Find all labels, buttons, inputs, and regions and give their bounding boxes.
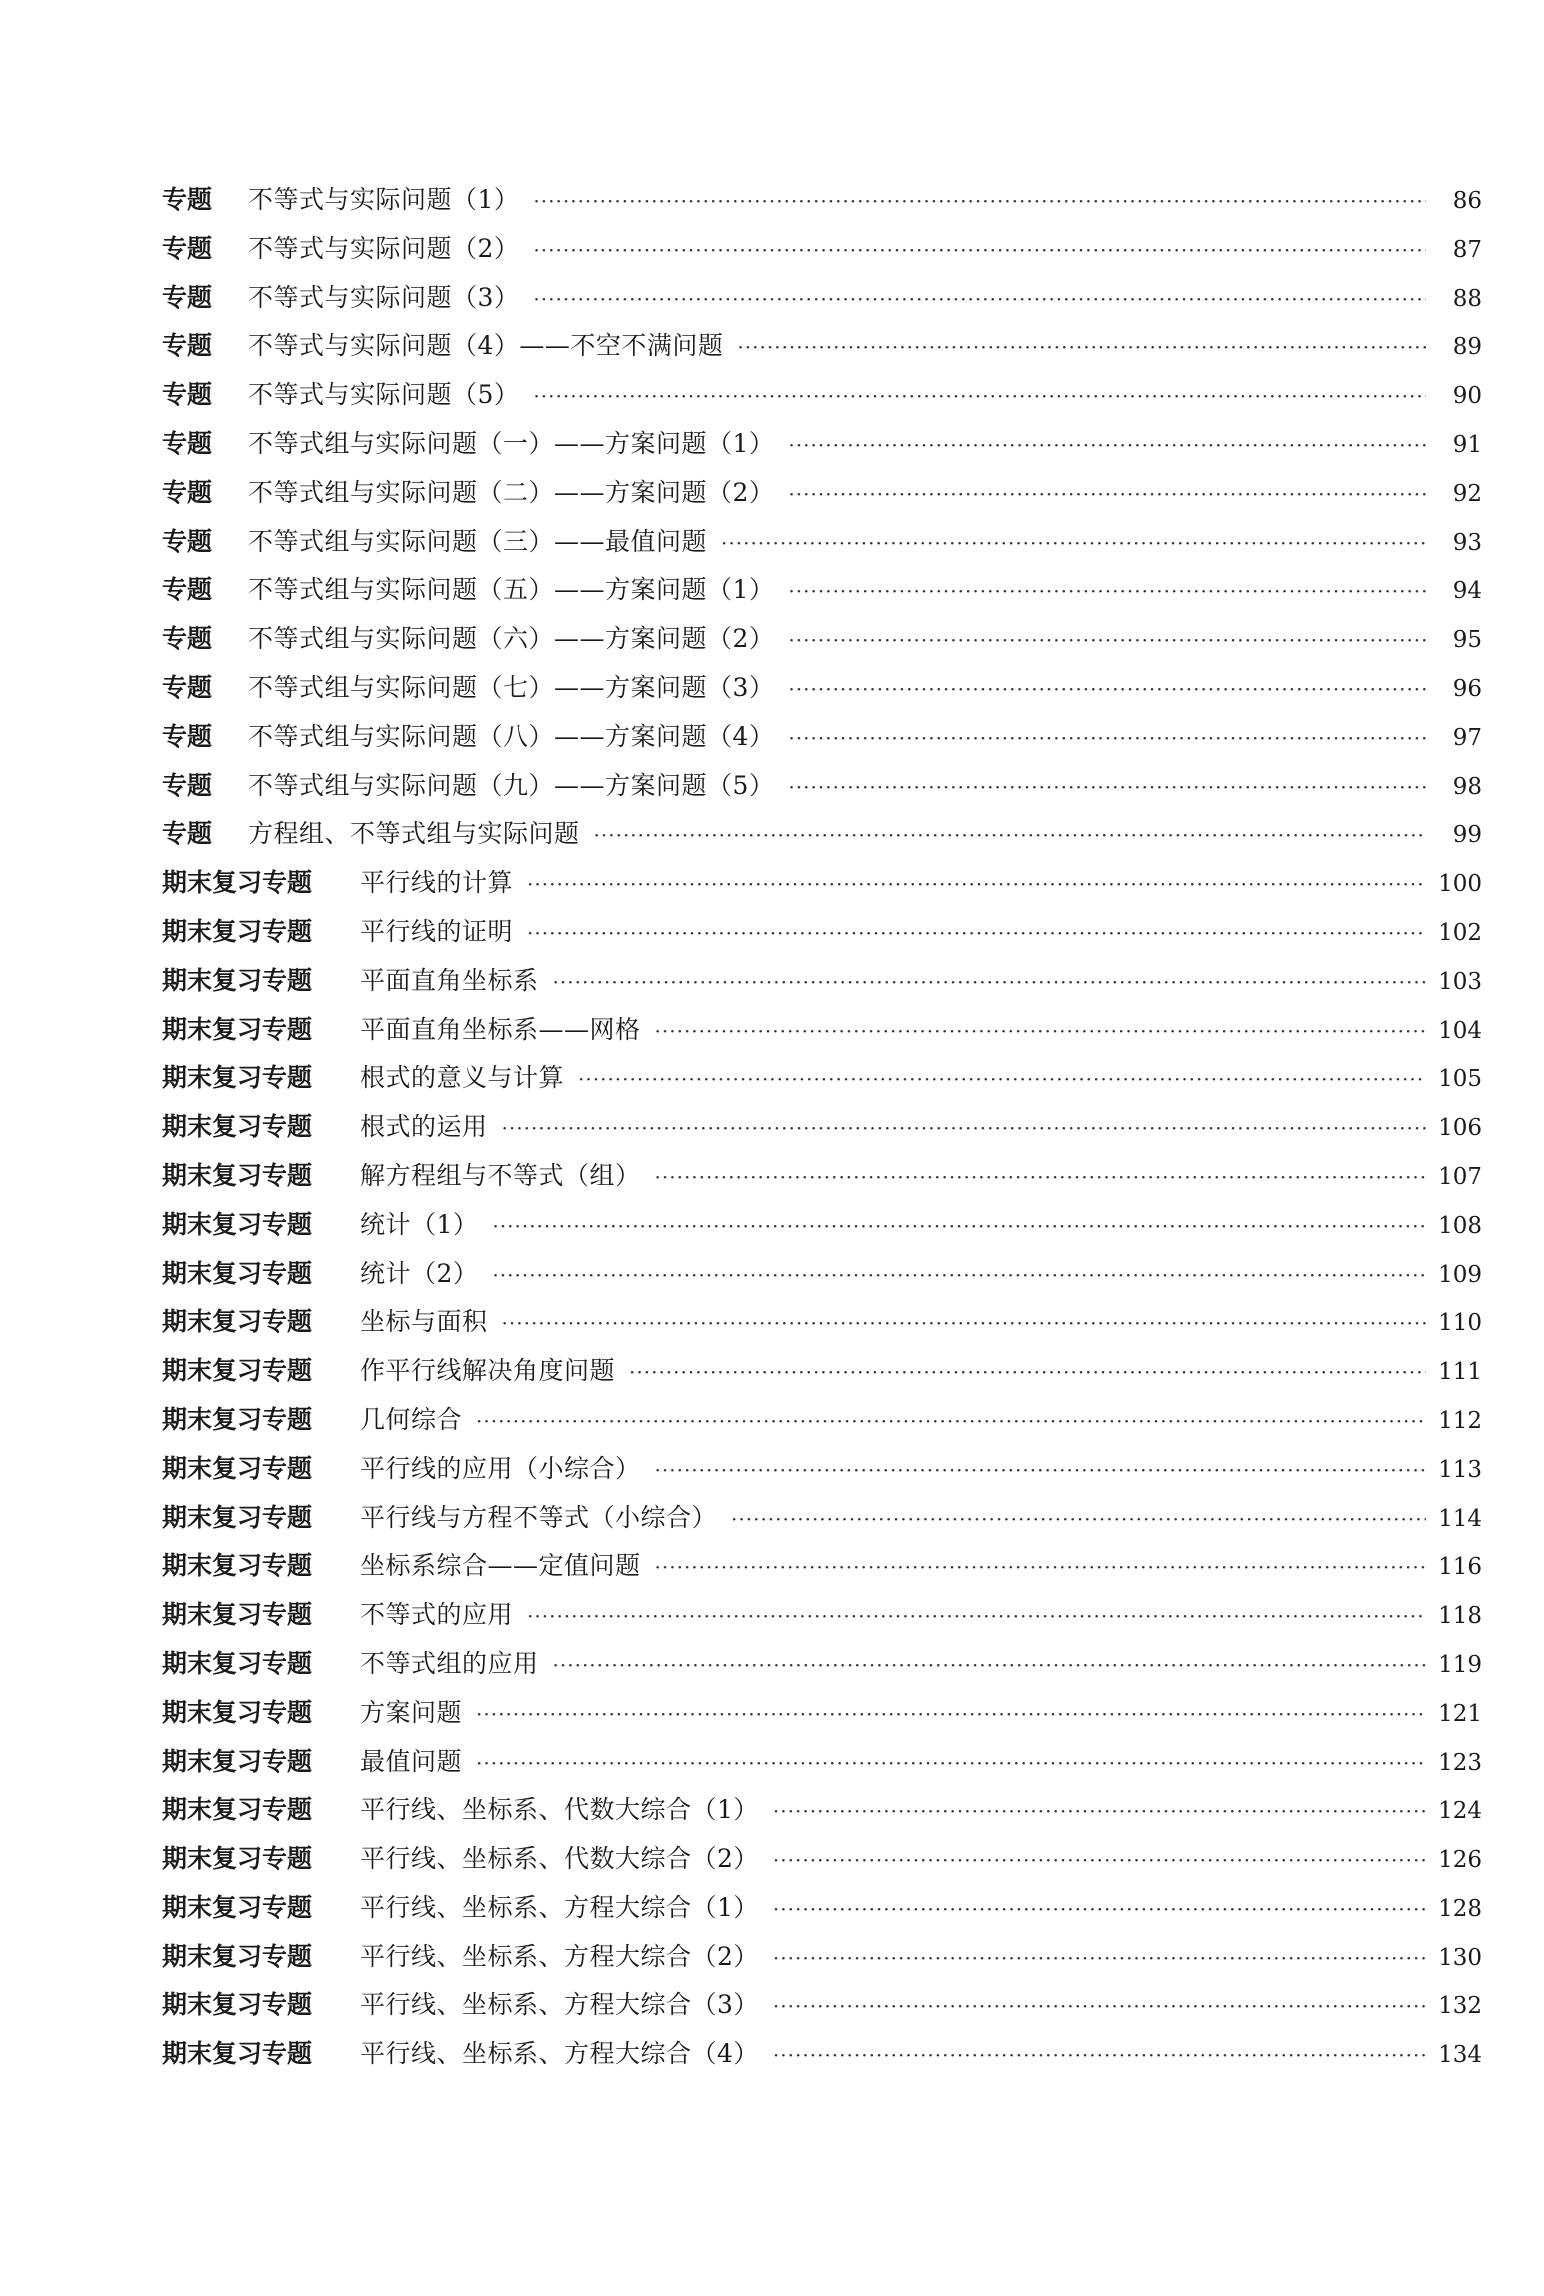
toc-page-number: 104 (1438, 1017, 1482, 1044)
toc-category: 期末复习专题 (162, 1404, 313, 1434)
toc-entry[interactable] (162, 1640, 1482, 1689)
toc-page-number: 87 (1452, 236, 1482, 263)
toc-entry[interactable] (162, 225, 1482, 274)
toc-title: 平面直角坐标系 (360, 965, 539, 995)
toc-category: 期末复习专题 (162, 868, 313, 898)
toc-title: 不等式的应用 (360, 1600, 514, 1630)
toc-title: 平行线、坐标系、方程大综合（2） (360, 1941, 759, 1971)
toc-page-number: 112 (1438, 1407, 1482, 1434)
toc-page-number: 119 (1438, 1651, 1482, 1678)
toc-category: 专题 (162, 185, 213, 214)
toc-category: 期末复习专题 (162, 2039, 313, 2069)
toc-entry[interactable] (162, 1347, 1482, 1396)
toc-title: 方程组、不等式组与实际问题 (248, 819, 580, 849)
toc-entry[interactable] (162, 1054, 1482, 1103)
toc-title: 坐标系综合——定值问题 (360, 1551, 641, 1581)
toc-page-number: 124 (1438, 1798, 1482, 1825)
toc-entry[interactable] (162, 1542, 1482, 1591)
toc-category: 期末复习专题 (162, 1014, 313, 1044)
toc-title: 解方程组与不等式（组） (360, 1160, 641, 1190)
toc-title: 平面直角坐标系——网格 (360, 1014, 641, 1044)
toc-entry[interactable] (162, 371, 1482, 420)
dot-leader (773, 1982, 1426, 2031)
toc-page-number: 130 (1438, 1944, 1482, 1971)
dot-leader (788, 665, 1426, 714)
dot-leader (492, 1202, 1426, 1251)
toc-entry[interactable] (162, 1250, 1482, 1299)
dot-leader (788, 421, 1426, 470)
toc-page-number: 95 (1452, 627, 1482, 654)
toc-category: 专题 (162, 233, 213, 263)
toc-entry[interactable] (162, 1298, 1482, 1347)
toc-category: 专题 (162, 526, 213, 556)
toc-entry[interactable] (162, 1152, 1482, 1201)
toc-category: 专题 (162, 624, 213, 654)
toc-entry[interactable] (162, 2030, 1482, 2079)
dot-leader (527, 1592, 1426, 1641)
toc-page-number: 99 (1452, 822, 1482, 849)
toc-page-number: 109 (1438, 1261, 1482, 1288)
toc-title: 平行线、坐标系、代数大综合（1） (360, 1795, 759, 1825)
toc-entry[interactable] (162, 1884, 1482, 1933)
dot-leader (773, 1787, 1426, 1836)
dot-leader (655, 1153, 1426, 1202)
toc-category: 专题 (162, 672, 213, 702)
toc-category: 期末复习专题 (162, 916, 313, 946)
toc-entry[interactable] (162, 1445, 1482, 1494)
dot-leader (492, 1251, 1426, 1300)
toc-entry[interactable] (162, 1103, 1482, 1152)
toc-page-number: 96 (1452, 675, 1482, 702)
toc-page-number: 90 (1452, 383, 1482, 410)
toc-entry[interactable] (162, 322, 1482, 371)
toc-page-number: 92 (1452, 480, 1482, 507)
toc-title: 平行线的证明 (360, 916, 514, 946)
dot-leader (788, 567, 1426, 616)
dot-leader (553, 1641, 1426, 1690)
toc-category: 期末复习专题 (162, 1892, 313, 1922)
toc-page-number: 134 (1438, 2042, 1482, 2069)
toc-page-number: 102 (1438, 919, 1482, 946)
toc-title: 不等式与实际问题（2） (248, 233, 520, 263)
toc-title: 不等式与实际问题（1） (248, 185, 520, 214)
toc-category: 期末复习专题 (162, 1063, 313, 1093)
toc-category: 期末复习专题 (162, 1600, 313, 1630)
dot-leader (629, 1348, 1426, 1397)
toc-title: 不等式与实际问题（3） (248, 282, 520, 312)
dot-leader (788, 616, 1426, 665)
toc-entry[interactable] (162, 1981, 1482, 2030)
toc-title: 坐标与面积 (360, 1307, 488, 1337)
toc-title: 平行线、坐标系、方程大综合（3） (360, 1990, 759, 2020)
dot-leader (533, 372, 1426, 421)
toc-category: 期末复习专题 (162, 1502, 313, 1532)
toc-entry[interactable] (162, 1201, 1482, 1250)
toc-title: 根式的运用 (360, 1112, 488, 1142)
toc-entry[interactable] (162, 1933, 1482, 1982)
toc-page-number: 105 (1438, 1066, 1482, 1093)
toc-entry[interactable] (162, 566, 1482, 615)
toc-title: 作平行线解决角度问题 (360, 1356, 616, 1386)
toc-category: 期末复习专题 (162, 1795, 313, 1825)
toc-title: 平行线与方程不等式（小综合） (360, 1502, 718, 1532)
toc-page-number: 123 (1438, 1749, 1482, 1776)
dot-leader (773, 2031, 1426, 2080)
toc-page-number: 111 (1438, 1359, 1482, 1386)
toc-page-number: 107 (1438, 1163, 1482, 1190)
dot-leader (502, 1104, 1426, 1153)
toc-category: 期末复习专题 (162, 1258, 313, 1288)
toc-category: 专题 (162, 282, 213, 312)
toc-category: 期末复习专题 (162, 965, 313, 995)
toc-title: 不等式组与实际问题（六）——方案问题（2） (248, 624, 775, 654)
toc-page-number: 126 (1438, 1847, 1482, 1874)
dot-leader (788, 714, 1426, 763)
toc-title: 不等式与实际问题（5） (248, 380, 520, 410)
toc-page-number: 88 (1452, 285, 1482, 312)
toc-title: 不等式组与实际问题（三）——最值问题 (248, 526, 708, 556)
toc-entry[interactable] (162, 664, 1482, 713)
toc-page-number: 98 (1452, 773, 1482, 800)
toc-title: 平行线的应用（小综合） (360, 1453, 641, 1483)
toc-page-number: 100 (1438, 871, 1482, 898)
dot-leader (788, 763, 1426, 812)
toc-page-number: 94 (1452, 578, 1482, 605)
toc-title: 方案问题 (360, 1697, 463, 1727)
dot-leader (476, 1739, 1426, 1788)
toc-entry[interactable] (162, 1006, 1482, 1055)
toc-category: 期末复习专题 (162, 1648, 313, 1678)
toc-entry[interactable] (162, 420, 1482, 469)
toc-entry[interactable] (162, 1835, 1482, 1884)
toc-category: 专题 (162, 819, 213, 849)
toc-category: 期末复习专题 (162, 1356, 313, 1386)
toc-category: 专题 (162, 331, 213, 361)
toc-category: 期末复习专题 (162, 1746, 313, 1776)
toc-page-number: 118 (1438, 1603, 1482, 1630)
toc-entry[interactable] (162, 1738, 1482, 1787)
toc-category: 期末复习专题 (162, 1307, 313, 1337)
toc-entry[interactable] (162, 615, 1482, 664)
toc-page-number: 108 (1438, 1212, 1482, 1239)
table-of-contents (162, 176, 1482, 2079)
toc-category: 专题 (162, 380, 213, 410)
toc-page-number: 103 (1438, 968, 1482, 995)
toc-category: 专题 (162, 575, 213, 605)
toc-page-number: 132 (1438, 1993, 1482, 2020)
toc-title: 不等式组与实际问题（一）——方案问题（1） (248, 428, 775, 458)
dot-leader (737, 323, 1426, 372)
toc-category: 专题 (162, 477, 213, 507)
dot-leader (533, 177, 1426, 226)
toc-category: 期末复习专题 (162, 1112, 313, 1142)
toc-title: 平行线、坐标系、代数大综合（2） (360, 1844, 759, 1874)
toc-category: 期末复习专题 (162, 1941, 313, 1971)
dot-leader (533, 275, 1426, 324)
toc-title: 不等式与实际问题（4）——不空不满问题 (248, 331, 724, 361)
toc-page-number: 121 (1438, 1700, 1482, 1727)
toc-category: 期末复习专题 (162, 1551, 313, 1581)
toc-entry[interactable] (162, 762, 1482, 811)
toc-entry[interactable] (162, 957, 1482, 1006)
toc-title: 不等式组与实际问题（五）——方案问题（1） (248, 575, 775, 605)
toc-category: 期末复习专题 (162, 1160, 313, 1190)
toc-category: 期末复习专题 (162, 1990, 313, 2020)
dot-leader (527, 909, 1426, 958)
toc-title: 根式的意义与计算 (360, 1063, 565, 1093)
toc-entry[interactable] (162, 713, 1482, 762)
toc-page-number: 91 (1452, 431, 1482, 458)
toc-entry[interactable] (162, 908, 1482, 957)
dot-leader (721, 519, 1426, 568)
toc-page-number: 86 (1452, 188, 1482, 214)
toc-page-number: 106 (1438, 1115, 1482, 1142)
dot-leader (533, 226, 1426, 275)
dot-leader (655, 1543, 1426, 1592)
toc-title: 最值问题 (360, 1746, 463, 1776)
dot-leader (655, 1446, 1426, 1495)
toc-page-number: 114 (1438, 1505, 1482, 1532)
dot-leader (788, 470, 1426, 519)
toc-title: 平行线的计算 (360, 868, 514, 898)
toc-page-number: 128 (1438, 1895, 1482, 1922)
dot-leader (773, 1836, 1426, 1885)
toc-category: 期末复习专题 (162, 1697, 313, 1727)
toc-entry[interactable] (162, 274, 1482, 323)
dot-leader (476, 1397, 1426, 1446)
toc-page-number: 113 (1438, 1456, 1482, 1483)
dot-leader (476, 1690, 1426, 1739)
toc-category: 专题 (162, 428, 213, 458)
dot-leader (502, 1299, 1426, 1348)
toc-entry[interactable] (162, 859, 1482, 908)
toc-title: 几何综合 (360, 1404, 463, 1434)
dot-leader (731, 1495, 1426, 1544)
dot-leader (578, 1055, 1426, 1104)
toc-title: 不等式组与实际问题（二）——方案问题（2） (248, 477, 775, 507)
toc-category: 期末复习专题 (162, 1453, 313, 1483)
dot-leader (655, 1007, 1426, 1056)
dot-leader (527, 860, 1426, 909)
dot-leader (594, 811, 1426, 860)
toc-title: 不等式组与实际问题（七）——方案问题（3） (248, 672, 775, 702)
toc-page-number: 93 (1452, 529, 1482, 556)
toc-category: 期末复习专题 (162, 1209, 313, 1239)
toc-category: 专题 (162, 770, 213, 800)
toc-page-number: 89 (1452, 334, 1482, 361)
toc-entry[interactable] (162, 469, 1482, 518)
toc-title: 统计（2） (360, 1258, 479, 1288)
toc-title: 不等式组与实际问题（九）——方案问题（5） (248, 770, 775, 800)
toc-title: 不等式组与实际问题（八）——方案问题（4） (248, 721, 775, 751)
toc-entry[interactable] (162, 176, 1482, 225)
toc-entry[interactable] (162, 810, 1482, 859)
toc-page-number: 110 (1438, 1310, 1482, 1337)
toc-category: 期末复习专题 (162, 1844, 313, 1874)
toc-entry[interactable] (162, 1786, 1482, 1835)
toc-entry[interactable] (162, 1689, 1482, 1738)
toc-title: 统计（1） (360, 1209, 479, 1239)
dot-leader (553, 958, 1426, 1007)
dot-leader (773, 1885, 1426, 1934)
toc-title: 平行线、坐标系、方程大综合（1） (360, 1892, 759, 1922)
toc-entry[interactable] (162, 1494, 1482, 1543)
toc-entry[interactable] (162, 1396, 1482, 1445)
dot-leader (773, 1934, 1426, 1983)
toc-title: 平行线、坐标系、方程大综合（4） (360, 2039, 759, 2069)
toc-entry[interactable] (162, 518, 1482, 567)
toc-entry[interactable] (162, 1591, 1482, 1640)
toc-page-number: 97 (1452, 724, 1482, 751)
toc-category: 专题 (162, 721, 213, 751)
toc-title: 不等式组的应用 (360, 1648, 539, 1678)
toc-page-number: 116 (1438, 1554, 1482, 1581)
